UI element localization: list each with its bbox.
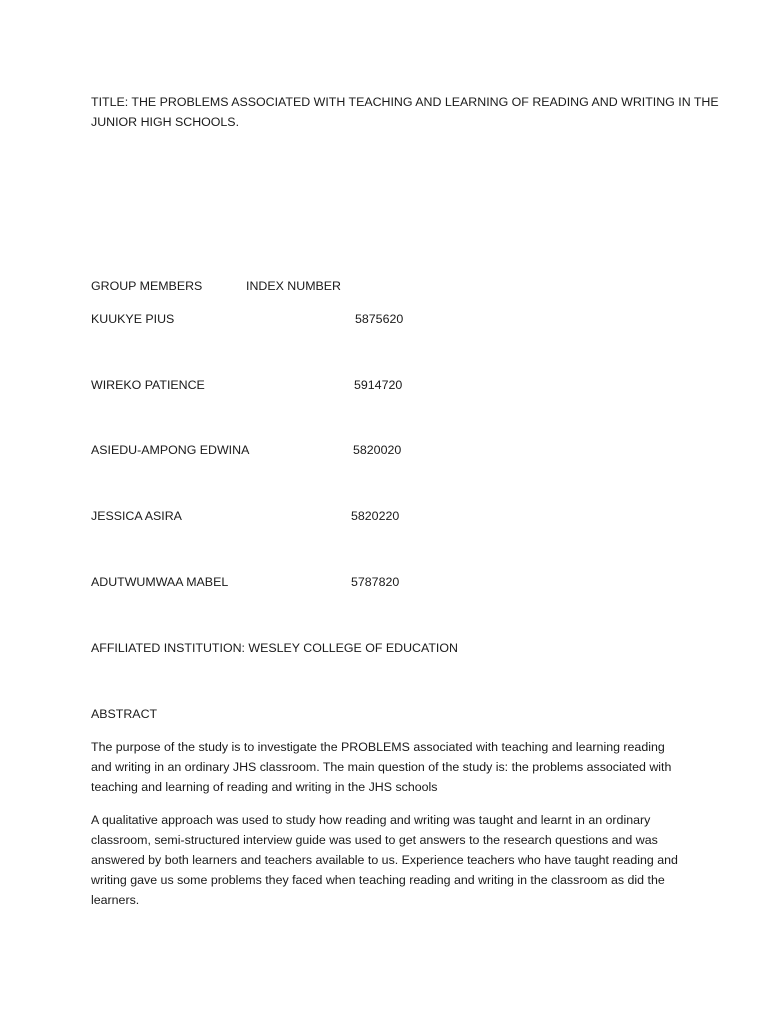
member-index: 5820220 — [351, 509, 400, 523]
group-members-heading: GROUP MEMBERS — [91, 279, 203, 293]
member-index: 5914720 — [354, 378, 403, 392]
affiliated-institution: AFFILIATED INSTITUTION: WESLEY COLLEGE OF EDUCATION — [91, 641, 458, 655]
abstract-paragraph-2: A qualitative approach was used to study how reading and writing was taught and learnt in an ordinary classroom, semi-structured interview guide was used to get answers to the research questions and was answered by both learners and teachers available to us. Experience teachers who have taught reading and writing gave us some problems they faced when teaching reading and writing in the classroom as did the learners. — [91, 813, 678, 907]
title-line-2: JUNIOR HIGH SCHOOLS. — [91, 115, 240, 129]
member-index: 5820020 — [353, 443, 402, 457]
abstract-heading: ABSTRACT — [91, 707, 158, 721]
abstract-paragraph-1: The purpose of the study is to investigate the PROBLEMS associated with teaching and learning reading and writing in an ordinary JHS classroom. The main question of the study is: the problems associated with teaching and learning of reading and writing in the JHS schools — [91, 740, 672, 794]
member-name: JESSICA ASIRA — [91, 509, 182, 523]
index-number-heading: INDEX NUMBER — [246, 279, 342, 293]
member-name: KUUKYE PIUS — [91, 312, 175, 326]
member-name: WIREKO PATIENCE — [91, 378, 205, 392]
title-line-1: TITLE: THE PROBLEMS ASSOCIATED WITH TEACHING AND LEARNING OF READING AND WRITING IN THE — [91, 95, 719, 109]
member-index: 5787820 — [351, 575, 400, 589]
member-name: ASIEDU-AMPONG EDWINA — [91, 443, 250, 457]
member-name: ADUTWUMWAA MABEL — [91, 575, 229, 589]
member-index: 5875620 — [355, 312, 404, 326]
